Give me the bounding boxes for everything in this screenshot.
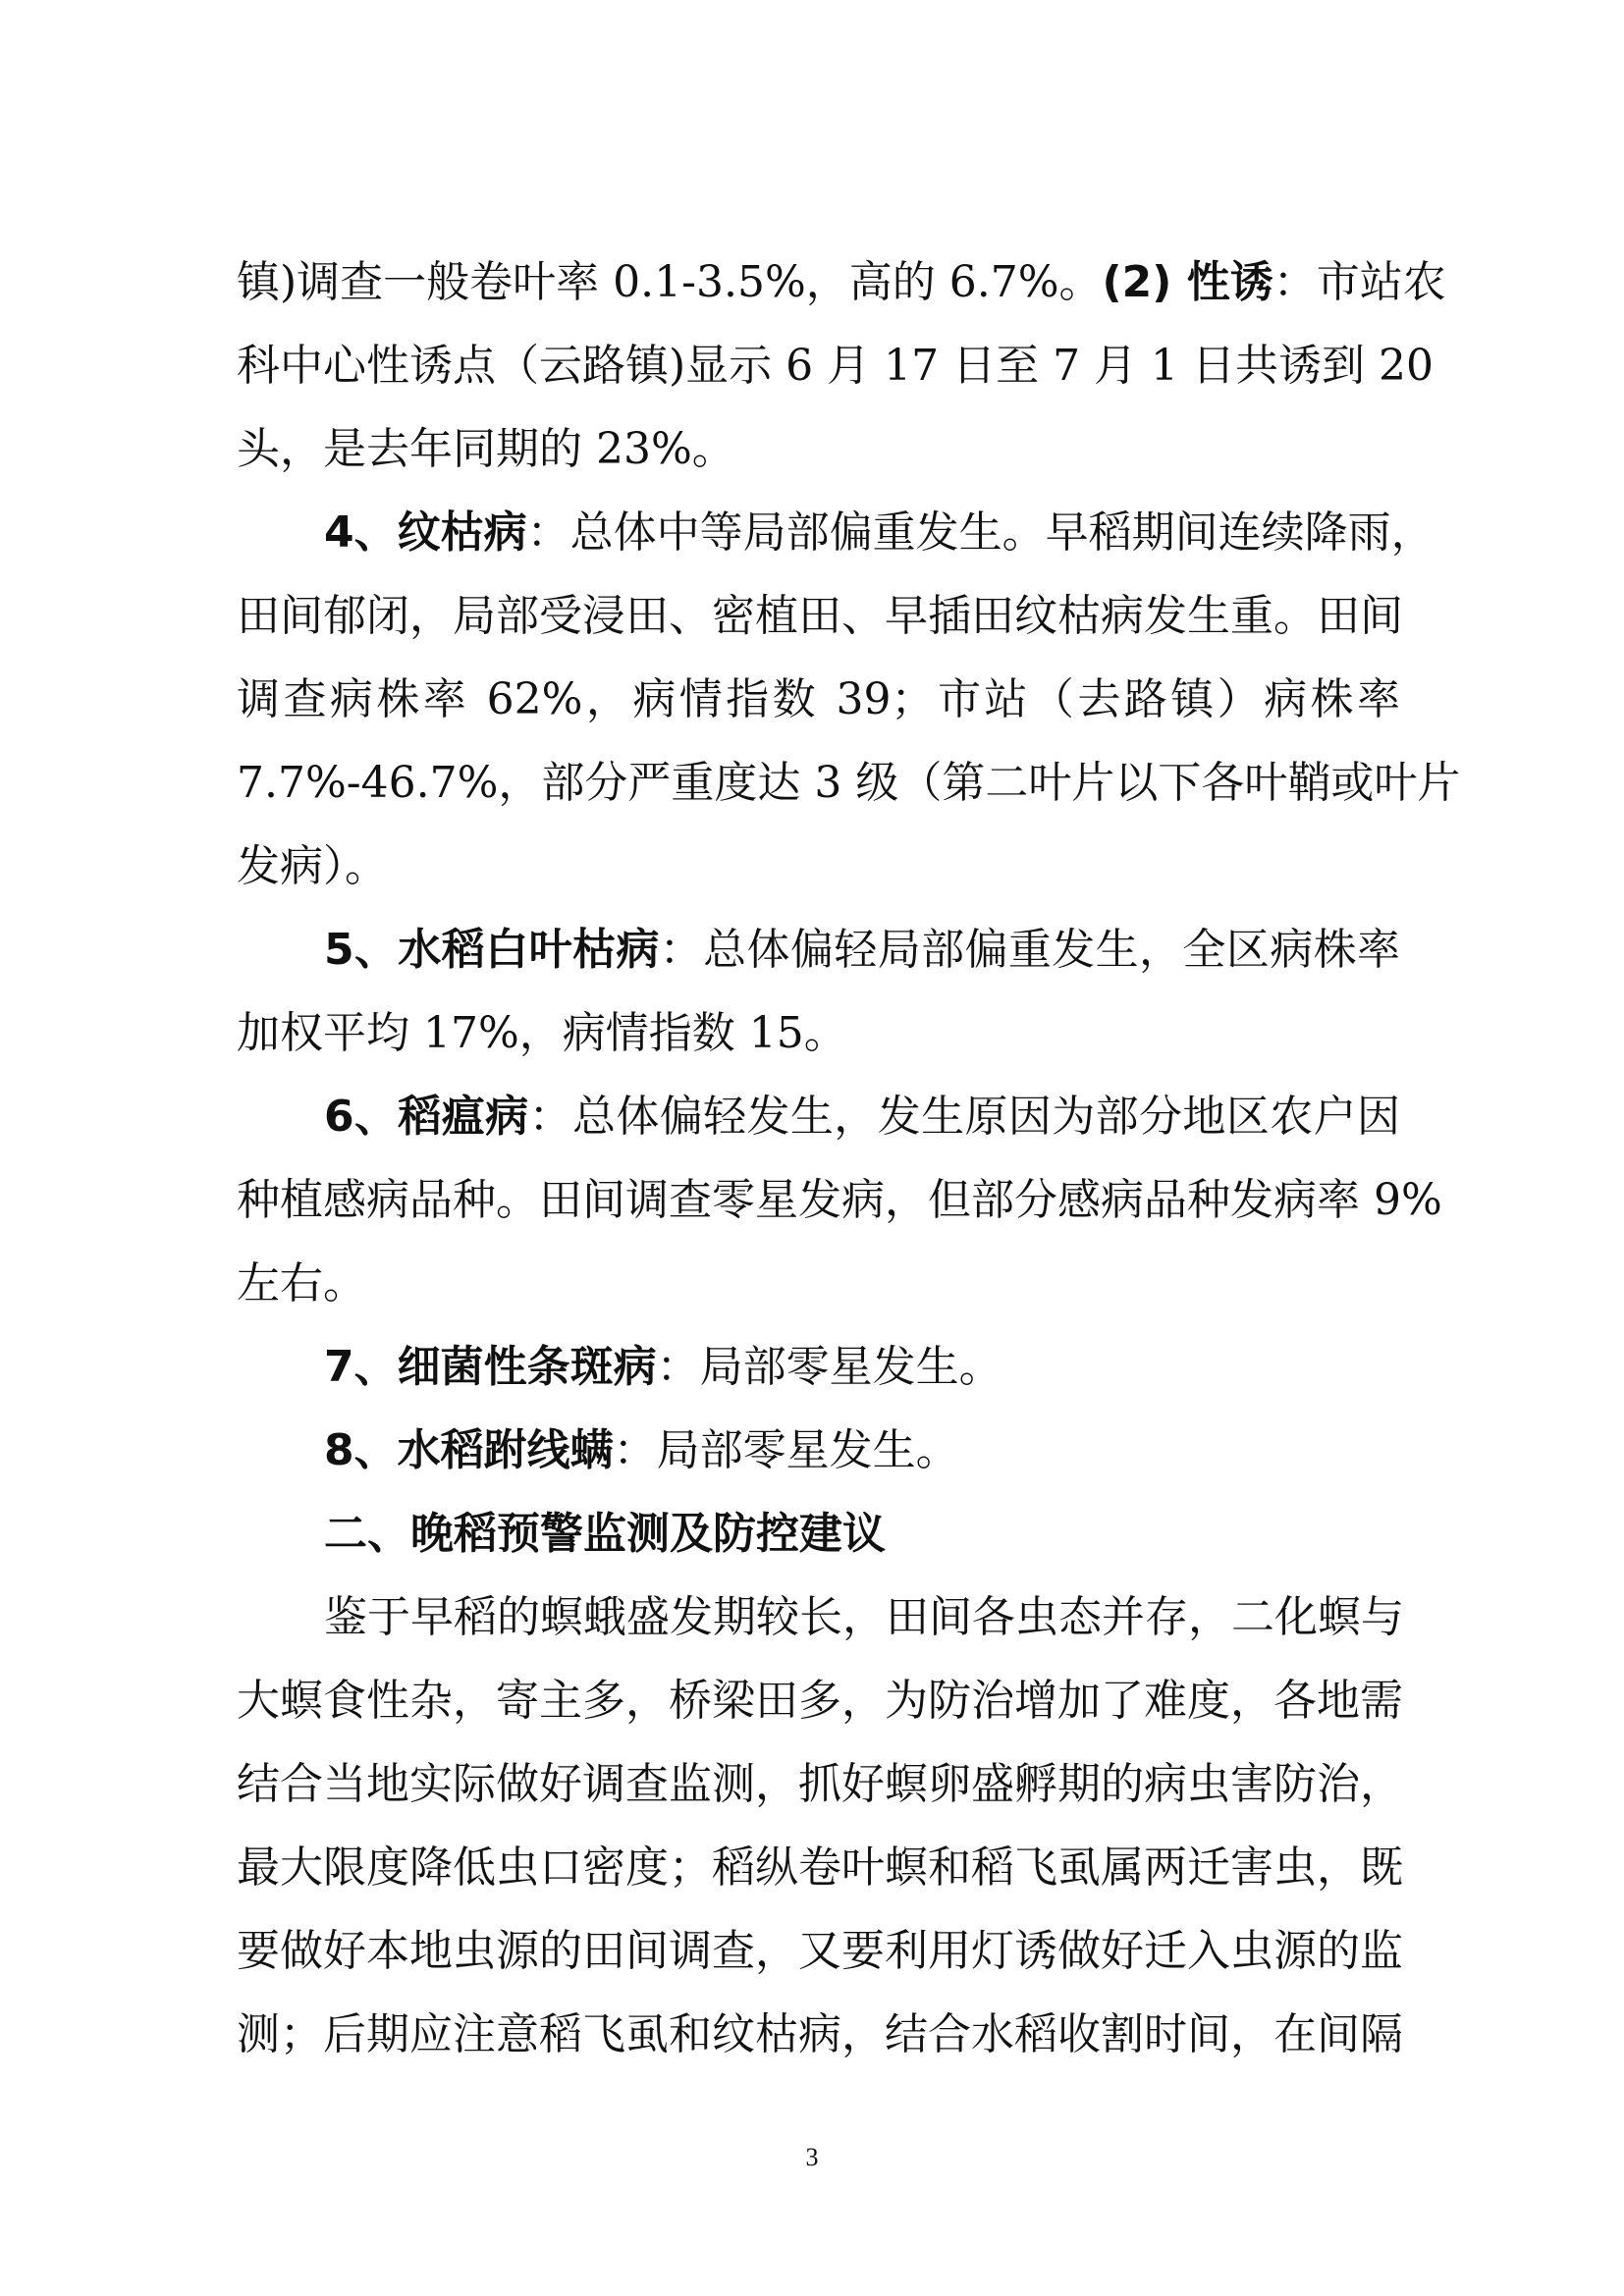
text-segment: ：总体中等局部偏重发生。早稻期间连续降雨， xyxy=(526,507,1435,558)
text-line: 加权平均 17%，病情指数 15。 xyxy=(237,1008,847,1058)
section-2-heading: 二、晚稻预警监测及防控建议 xyxy=(324,1509,886,1559)
text-line: 大螟食性杂，寄主多，桥梁田多，为防治增加了难度，各地需 xyxy=(237,1676,1403,1726)
text-segment: ：总体偏轻发生，发生原因为部分地区农户因 xyxy=(528,1092,1400,1142)
page-number: 3 xyxy=(805,2143,819,2171)
item-6-heading-line xyxy=(324,1088,1400,1147)
text-line xyxy=(237,253,1446,312)
item-6-heading: 6、稻瘟病 xyxy=(324,1092,529,1142)
text-line: 结合当地实际做好调查监测，抓好螟卵盛孵期的病虫害防治， xyxy=(237,1759,1403,1809)
text-line: 头，是去年同期的 23%。 xyxy=(237,424,735,474)
item-8-line xyxy=(324,1421,1400,1480)
text-line: 鉴于早稻的螟蛾盛发期较长，田间各虫态并存，二化螟与 xyxy=(324,1592,1404,1642)
text-segment: ：局部零星发生。 xyxy=(656,1342,1002,1392)
text-segment: ：市站农 xyxy=(1272,257,1446,307)
text-line: 最大限度降低虫口密度；稻纵卷叶螟和稻飞虱属两迁害虫，既 xyxy=(237,1842,1403,1893)
text-line: 发病）。 xyxy=(237,841,388,891)
item-5-heading-line xyxy=(324,921,1400,980)
text-line: 测；后期应注意稻飞虱和纹枯病，结合水稻收割时间，在间隔 xyxy=(237,2009,1403,2059)
text-segment: 镇)调查一般卷叶率 0.1-3.5%，高的 6.7%。 xyxy=(237,257,1103,307)
text-line: 科中心性诱点（云路镇)显示 6 月 17 日至 7 月 1 日共诱到 20 xyxy=(237,341,1435,391)
text-line: 田间郁闭，局部受浸田、密植田、早插田纹枯病发生重。田间 xyxy=(237,591,1403,641)
text-line: 要做好本地虫源的田间调查，又要利用灯诱做好迁入虫源的监 xyxy=(237,1926,1403,1976)
item-7-line xyxy=(324,1338,1400,1397)
text-segment: ：总体偏轻局部偏重发生，全区病株率 xyxy=(659,925,1400,975)
text-line: 7.7%-46.7%，部分严重度达 3 级（第二叶片以下各叶鞘或叶片 xyxy=(237,758,1461,808)
item-4-heading-line xyxy=(324,504,1435,562)
text-line: 种植感病品种。田间调查零星发病，但部分感病品种发病率 9% xyxy=(237,1175,1442,1225)
text-segment: ：局部零星发生。 xyxy=(613,1425,959,1475)
text-line: 调查病株率 62%，病情指数 39；市站（去路镇）病株率 xyxy=(237,674,1400,724)
item-5-heading: 5、水稻白叶枯病 xyxy=(324,925,660,975)
item-4-heading: 4、纹枯病 xyxy=(324,507,527,558)
bold-label: (2) 性诱 xyxy=(1102,257,1273,307)
text-line: 左右。 xyxy=(237,1258,366,1308)
item-8-heading: 8、水稻跗线螨 xyxy=(324,1425,614,1475)
item-7-heading: 7、细菌性条斑病 xyxy=(324,1342,657,1392)
